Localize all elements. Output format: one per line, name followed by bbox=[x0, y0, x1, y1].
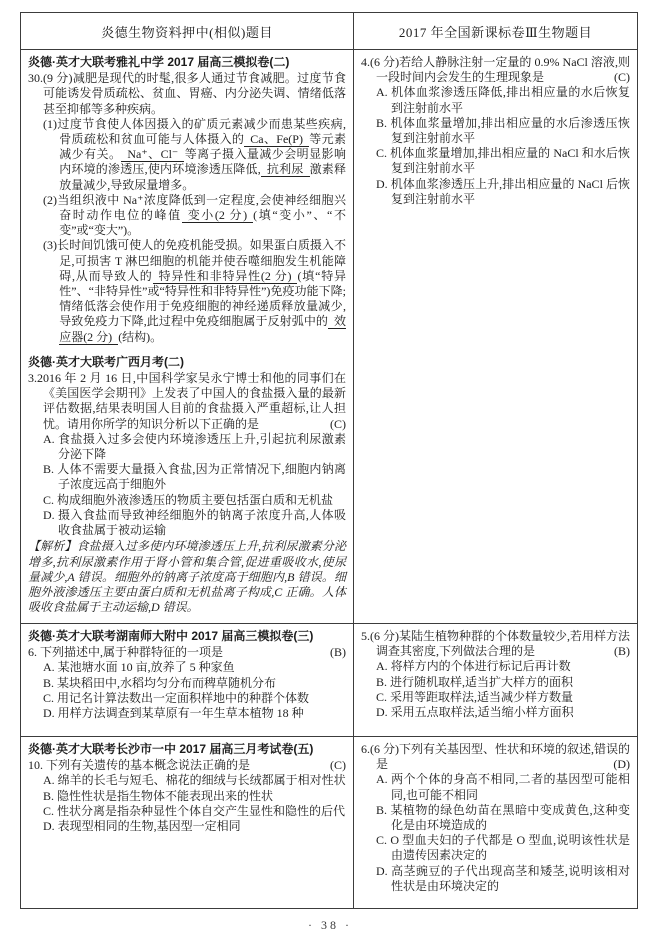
option bbox=[28, 773, 346, 788]
qa-cell-left bbox=[21, 737, 354, 908]
text-segment: 6. 下列描述中,属于种群特征的一项是 bbox=[28, 645, 224, 660]
text-segment: A. 将样方内的个体进行标记后再计数 bbox=[376, 659, 571, 674]
text-segment: A. 某池塘水面 10 亩,放养了 5 种家鱼 bbox=[43, 660, 235, 675]
text-segment: 炎德·英才大联考湖南师大附中 2017 届高三模拟卷(三) bbox=[28, 629, 314, 643]
option bbox=[361, 675, 630, 690]
text-segment: (填“特异性”、“非特异性”或“特异性和非特异性”)免疫功能下降;情绪低落会使作用于免疫细胞的神经递质释放量减少,导致免疫力下降,此过程中免疫细胞属于反射弧中的 bbox=[59, 268, 346, 329]
answer-blank: Ca、Fe(P) bbox=[244, 132, 309, 147]
analysis bbox=[28, 539, 346, 615]
text-segment: 等元素减少有关。 bbox=[59, 132, 346, 162]
text-segment: (2)当组织液中 Na⁺浓度降低到一定程度,会使神经细胞兴奋时动作电位的峰值 bbox=[43, 192, 346, 223]
text-segment: 炎德·英才大联考长沙市一中 2017 届高三月考试卷(五) bbox=[28, 742, 314, 756]
sub-item bbox=[28, 238, 346, 344]
answer-blank: Na⁺、Cl⁻ bbox=[121, 147, 184, 162]
sub-item bbox=[28, 193, 346, 239]
table-row bbox=[21, 623, 637, 736]
text-segment: D. 表现型相同的生物,基因型一定相同 bbox=[43, 819, 241, 834]
qa-cell-right bbox=[354, 737, 637, 908]
question bbox=[361, 742, 630, 772]
answer-blank: 抗利尿 bbox=[261, 162, 310, 177]
text-segment: 炎德·英才大联考广西月考(二) bbox=[28, 354, 184, 369]
text-segment: B. 某块稻田中,水稻均匀分布而稗草随机分布 bbox=[43, 675, 277, 690]
answer-label: (B) bbox=[614, 644, 630, 659]
text-segment: 炎德·英才大联考雅礼中学 2017 届高三模拟卷(二) bbox=[28, 55, 290, 69]
answer-label: (D) bbox=[613, 757, 630, 772]
option bbox=[28, 462, 346, 492]
exam-title bbox=[28, 742, 346, 757]
option bbox=[28, 789, 346, 804]
text-segment: C. 用记名计算法数出一定面积样地中的种群个体数 bbox=[43, 690, 310, 705]
option bbox=[28, 493, 346, 508]
text-segment: (3)长时间饥饿可使人的免疫机能受损。如果蛋白质摄入不足,可损害 T 淋巴细胞的机能并使吞噬细胞发生机能障碍,从而导致人的 bbox=[43, 238, 346, 283]
answer-label: (C) bbox=[614, 70, 630, 85]
text-segment: 激素释放量减少,导致尿量增多。 bbox=[59, 162, 346, 192]
text-segment: D. 用样方法调查到某草原有一年生草本植物 18 种 bbox=[43, 706, 304, 721]
table-header-right: 2017 年全国新课标卷Ⅲ生物题目 bbox=[398, 24, 593, 40]
option bbox=[28, 676, 346, 691]
option bbox=[361, 659, 630, 674]
text-segment: B. 进行随机取样,适当扩大样方的面积 bbox=[376, 674, 574, 689]
text-segment: A. 两个个体的身高不相同,二者的基因型可能相同,也可能不相同 bbox=[376, 772, 630, 802]
text-segment: C. 机体血浆量增加,排出相应量的 NaCl 和水后恢复到注射前水平 bbox=[376, 146, 630, 176]
page-number: · 38 · bbox=[308, 918, 352, 932]
question bbox=[361, 55, 630, 85]
text-segment: (填“变小”、“不变”或“变大”)。 bbox=[59, 208, 346, 238]
option bbox=[361, 690, 630, 705]
text-segment: B. 人体不需要大量摄入食盐,因为正常情况下,细胞内钠离子浓度远高于细胞外 bbox=[43, 462, 346, 492]
text-segment: B. 某植物的绿色幼苗在黑暗中变成黄色,这种变化是由环境造成的 bbox=[376, 802, 630, 833]
comparison-table bbox=[20, 12, 638, 909]
answer-label: (B) bbox=[330, 645, 346, 660]
text-segment: C. O 型血夫妇的子代都是 O 型血,说明该性状是由遗传因素决定的 bbox=[376, 833, 630, 863]
text-segment: A. 绵羊的长毛与短毛、棉花的细绒与长绒都属于相对性状 bbox=[43, 773, 346, 788]
option bbox=[361, 85, 630, 115]
sub-item bbox=[28, 117, 346, 193]
text-segment: C. 采用等距取样法,适当减少样方数量 bbox=[376, 689, 574, 704]
table-row bbox=[21, 736, 637, 908]
option bbox=[28, 508, 346, 538]
option bbox=[361, 705, 630, 720]
option bbox=[361, 833, 630, 863]
text-segment: 4.(6 分)若给人静脉注射一定量的 0.9% NaCl 溶液,则一段时间内会发生的生理现象是 bbox=[361, 55, 630, 85]
option bbox=[361, 116, 630, 146]
answer-label: (C) bbox=[330, 416, 346, 431]
answer-label: (C) bbox=[330, 758, 346, 773]
text-segment: (结构)。 bbox=[118, 329, 163, 344]
text-segment: D. 高茎豌豆的子代出现高茎和矮茎,说明该相对性状是由环境决定的 bbox=[376, 863, 630, 893]
answer-blank: 效应器(2 分) bbox=[59, 314, 346, 344]
exam-title bbox=[28, 629, 346, 644]
answer-blank: 特异性和非特异性(2 分) bbox=[153, 269, 298, 284]
text-segment: (1)过度节食使人体因摄入的矿质元素减少而患某些疾病,骨质疏松和贫血可能与人体摄入的 bbox=[43, 116, 346, 147]
text-segment: 10. 下列有关遗传的基本概念说法正确的是 bbox=[28, 758, 251, 773]
text-segment: D. 机体血浆渗透压上升,排出相应量的 NaCl 后恢复到注射前水平 bbox=[376, 176, 630, 206]
table-row bbox=[21, 49, 637, 623]
table-header-row bbox=[21, 13, 637, 49]
option bbox=[28, 819, 346, 834]
option bbox=[28, 691, 346, 706]
qa-cell-right bbox=[354, 624, 637, 736]
text-segment: B. 机体血浆量增加,排出相应量的水后渗透压恢复到注射前水平 bbox=[376, 115, 630, 146]
text-segment: C. 构成细胞外液渗透压的物质主要包括蛋白质和无机盐 bbox=[43, 492, 334, 507]
question bbox=[28, 71, 346, 117]
text-segment: 5.(6 分)某陆生植物种群的个体数量较少,若用样方法调查其密度,下列做法合理的是 bbox=[361, 629, 630, 659]
text-segment: D. 摄入食盐而导致神经细胞外的钠离子浓度升高,人体吸收食盐属于被动运输 bbox=[43, 507, 346, 538]
text-segment: 等离子摄入量减少会明显影响内环境的渗透压,使内环境渗透压降低, bbox=[59, 147, 346, 177]
question bbox=[361, 629, 630, 659]
question bbox=[28, 371, 346, 432]
option bbox=[361, 772, 630, 802]
text-segment: C. 性状分离是指杂种显性个体自交产生显性和隐性的后代 bbox=[43, 803, 346, 818]
table-header-left: 炎德生物资料押中(相似)题目 bbox=[21, 13, 354, 49]
qa-cell-left bbox=[21, 50, 354, 623]
option bbox=[28, 706, 346, 721]
option bbox=[361, 146, 630, 176]
text-segment: A. 机体血浆渗透压降低,排出相应量的水后恢复到注射前水平 bbox=[376, 85, 630, 115]
text-segment: 30.(9 分)减肥是现代的时髦,很多人通过节食减肥。过度节食可能诱发骨质疏松、贫血、胃癌、内分泌失调、情绪低落甚至抑郁等多种疾病。 bbox=[28, 71, 346, 116]
question bbox=[28, 645, 346, 660]
option bbox=[361, 864, 630, 894]
option bbox=[28, 432, 346, 462]
text-segment: 6.(6 分)下列有关基因型、性状和环境的叙述,错误的是 bbox=[361, 742, 630, 772]
option bbox=[361, 177, 630, 207]
answer-blank: 变小(2 分) bbox=[182, 208, 253, 223]
option bbox=[28, 804, 346, 819]
option bbox=[361, 803, 630, 833]
qa-cell-right bbox=[354, 50, 637, 623]
text-segment: D. 采用五点取样法,适当缩小样方面积 bbox=[376, 705, 574, 720]
question bbox=[28, 758, 346, 773]
exam-title bbox=[28, 355, 346, 370]
text-segment: 【解析】食盐摄入过多使内环境渗透压上升,抗利尿激素分泌增多,抗利尿激素作用于肾小管和集合管,促进重吸收水,使尿量减少,A 错误。细胞外的钠离子浓度高于细胞内,B 错误。细胞外液渗透压主要由蛋白质和无机盐离子构成,C 正确。人体吸收食盐属于主动运输,D 错误。 bbox=[28, 539, 346, 615]
exam-title bbox=[28, 55, 346, 70]
text-segment: 3.2016 年 2 月 16 日,中国科学家吴永宁博士和他的同事们在《美国医学会期刊》上发表了中国人的食盐摄入量的最新评估数据,结果表明国人目前的食盐摄入严重超标,让人担忧。请用你所学的知识分析以下正确的是 bbox=[28, 371, 346, 431]
text-segment: B. 隐性性状是指生物体不能表现出来的性状 bbox=[43, 788, 274, 803]
qa-cell-left bbox=[21, 624, 354, 736]
text-segment: A. 食盐摄入过多会使内环境渗透压上升,引起抗利尿激素分泌下降 bbox=[43, 431, 346, 462]
option bbox=[28, 660, 346, 675]
